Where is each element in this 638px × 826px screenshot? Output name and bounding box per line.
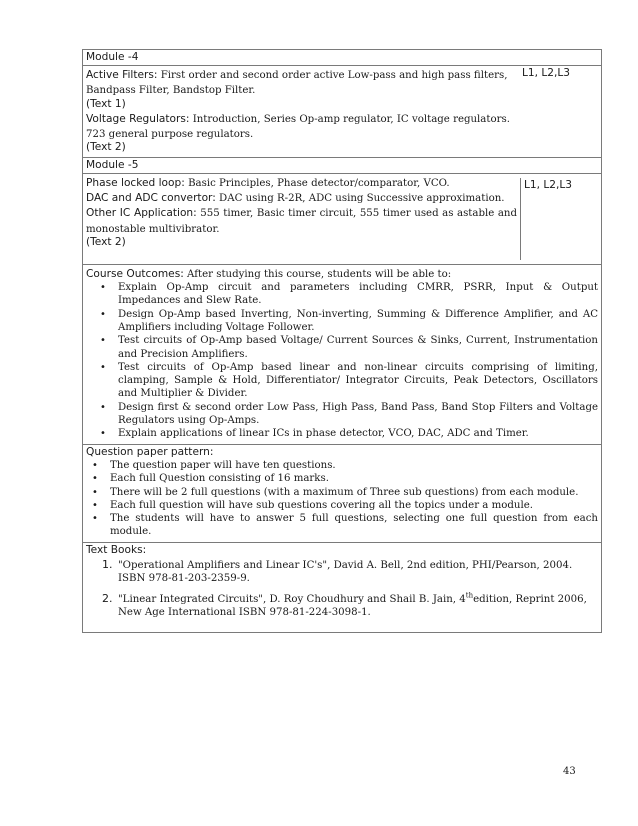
- book-2-text-a: "Linear Integrated Circuits", D. Roy Choudhury and Shail B. Jain, 4: [118, 593, 466, 605]
- bullet-icon: •: [100, 361, 106, 373]
- module-5-levels: L1, L2,L3: [520, 178, 599, 260]
- question-pattern-label: Question paper pattern:: [86, 445, 214, 458]
- list-item: • The students will have to answer 5 full questions, selecting one full question from each module.: [92, 513, 598, 538]
- bullet-icon: •: [100, 335, 106, 347]
- module-4-levels: L1, L2,L3: [522, 67, 571, 79]
- dac-adc-text: DAC using R-2R, ADC using Successive approximation.: [215, 193, 505, 205]
- list-item: • Design Op-Amp based Inverting, Non-inverting, Summing & Difference Amplifier, and AC Amplifiers including Voltage Follower.: [100, 308, 598, 333]
- module-5-content: [83, 174, 520, 264]
- bullet-icon: •: [92, 513, 98, 525]
- module-4-text1-ref: (Text 1): [86, 97, 126, 110]
- module-4-content-row: [83, 65, 601, 157]
- module-4-content: [83, 66, 519, 157]
- syllabus-table: [82, 49, 602, 633]
- course-outcomes-intro: After studying this course, students will be able to:: [183, 268, 452, 280]
- list-item: • Explain Op-Amp circuit and parameters including CMRR, PSRR, Input & Output Impedances and Slew Rate.: [100, 282, 598, 307]
- dac-adc-label: DAC and ADC convertor:: [86, 192, 216, 205]
- text-books-label: Text Books:: [86, 543, 147, 556]
- module-5-title: Module -5: [86, 158, 139, 171]
- bullet-icon: •: [92, 459, 98, 471]
- list-item: • Each full Question consisting of 16 marks.: [92, 473, 329, 485]
- active-filters-text: First order and second order active Low-pass and high pass filters, Bandpass Filter, Bandstop Filter.: [86, 70, 508, 97]
- page-number: 43: [563, 766, 576, 777]
- bullet-icon: •: [92, 486, 98, 498]
- voltage-regulators-text: Introduction, Series Op-amp regulator, IC voltage regulators. 723 general purpose regulators.: [86, 113, 510, 141]
- book-1-number: 1.: [102, 558, 113, 572]
- pll-text: Basic Principles, Phase detector/comparator, VCO.: [184, 177, 450, 189]
- list-item: [102, 593, 598, 620]
- module-4-text2-ref: (Text 2): [86, 141, 126, 154]
- text-books-row: [83, 542, 601, 632]
- bullet-icon: •: [100, 401, 106, 413]
- course-outcomes-list: [86, 281, 598, 441]
- bullet-icon: •: [100, 428, 106, 440]
- module-5-content-row: [83, 173, 601, 264]
- course-outcomes-row: [83, 264, 601, 444]
- list-item: • Each full question will have sub questions covering all the topics under a module.: [92, 499, 534, 511]
- module-5-header-row: [83, 157, 601, 173]
- book-2-superscript: th: [465, 591, 474, 600]
- pll-label: Phase locked loop:: [86, 176, 185, 189]
- bullet-icon: •: [100, 282, 106, 294]
- question-pattern-list: [86, 459, 598, 539]
- active-filters-label: Active Filters:: [86, 69, 158, 81]
- list-item: • Test circuits of Op-Amp based linear and non-linear circuits comprising of limiting, clamping, Sample & Hold, Differentiator/ Integrator Circuits, Peak Detectors, Oscillators and Multiplier & Divider.: [100, 361, 598, 400]
- text-books-list: [86, 559, 598, 619]
- list-item: • Explain applications of linear ICs in phase detector, VCO, DAC, ADC and Timer.: [100, 428, 529, 440]
- bullet-icon: •: [92, 499, 98, 511]
- module-4-title: Module -4: [86, 51, 139, 63]
- book-2-text-b: edition, Reprint 2006, New Age International ISBN 978-81-224-3098-1.: [118, 593, 587, 618]
- course-outcomes-label: Course Outcomes:: [86, 267, 184, 280]
- list-item: [102, 559, 598, 586]
- list-item: • Design first & second order Low Pass, High Pass, Band Pass, Band Stop Filters and Voltage Regulators using Op-Amps.: [100, 401, 598, 427]
- list-item: • Test circuits of Op-Amp based Voltage/ Current Sources & Sinks, Current, Instrumentation and Precision Amplifiers.: [100, 335, 598, 360]
- list-item: • The question paper will have ten questions.: [92, 459, 336, 471]
- bullet-icon: •: [100, 308, 106, 320]
- bullet-icon: •: [92, 473, 98, 485]
- question-pattern-row: [83, 444, 601, 542]
- other-ic-label: Other IC Application:: [86, 207, 197, 220]
- voltage-regulators-label: Voltage Regulators:: [86, 112, 190, 125]
- module-5-text2-ref: (Text 2): [86, 235, 126, 248]
- book-1-text: "Operational Amplifiers and Linear IC's", David A. Bell, 2nd edition, PHI/Pearson, 2004. ISBN 978-81-203-2359-9.: [118, 560, 573, 585]
- module-4-header-row: [83, 50, 601, 65]
- book-2-number: 2.: [102, 591, 113, 605]
- other-ic-text: 555 timer, Basic timer circuit, 555 timer used as astable and monostable multivibrator.: [86, 208, 517, 235]
- list-item: • There will be 2 full questions (with a maximum of Three sub questions) from each module.: [92, 486, 579, 498]
